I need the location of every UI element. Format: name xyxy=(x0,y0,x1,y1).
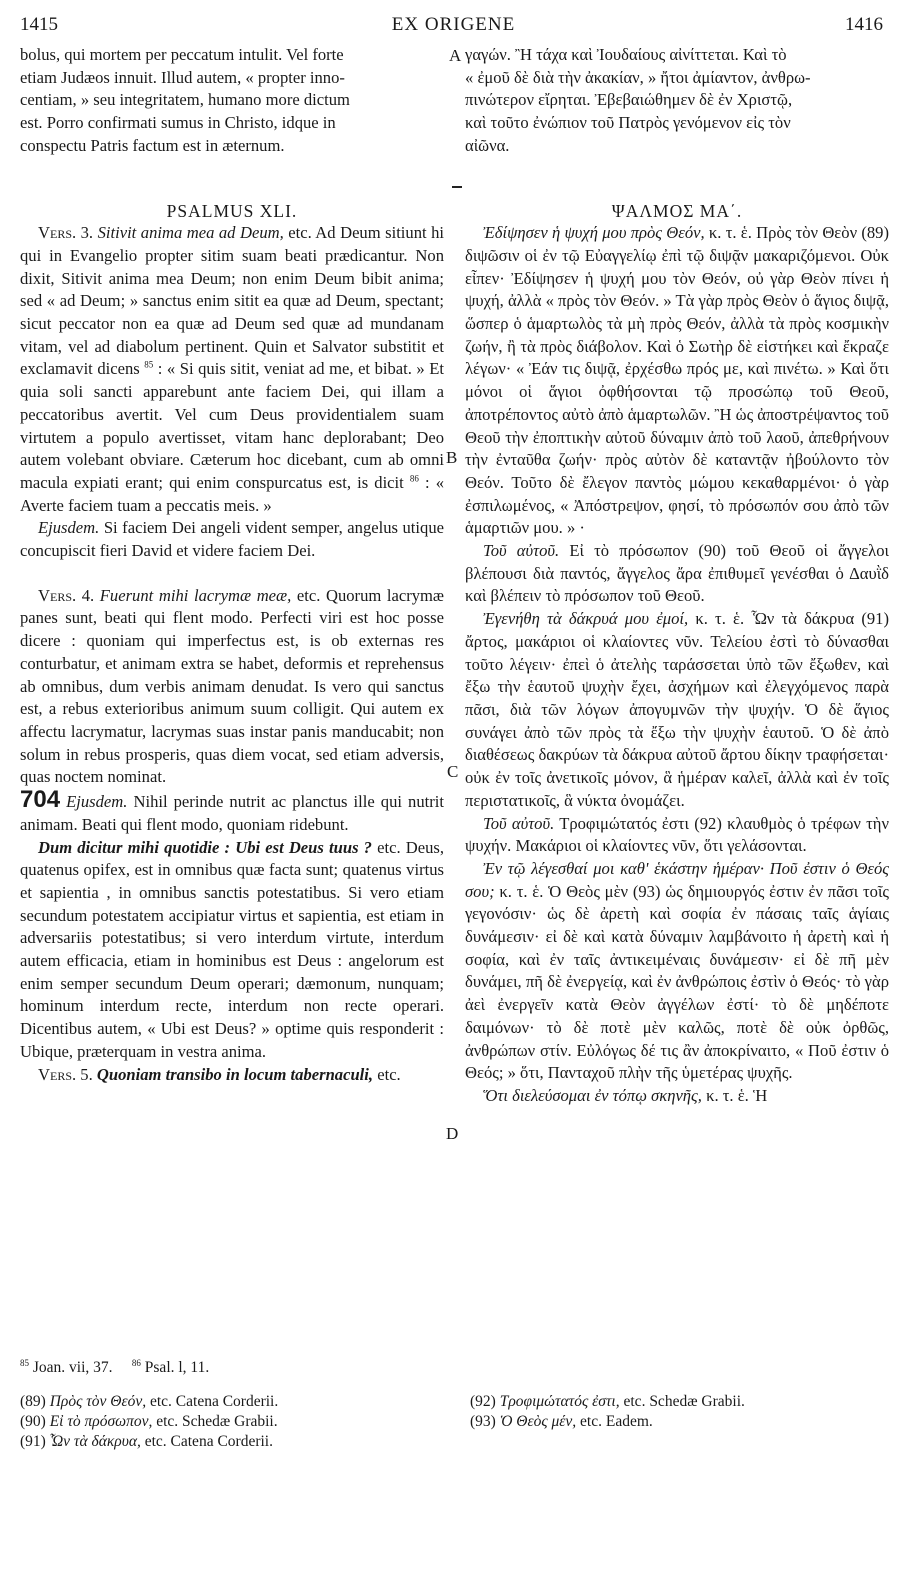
note-ref: Εἰ τὸ πρόσωπον, xyxy=(49,1413,153,1430)
greek-para-5 xyxy=(465,858,889,1085)
verse-title: Ἐν τῷ λέγεσθαί μοι καθ' ἑκάστην ἡμέραν· Ποῦ ἐστιν ὁ Θεός σου; xyxy=(465,858,889,901)
latin-psalm-heading: PSALMUS XLI. xyxy=(166,200,298,221)
left-editorial-notes xyxy=(20,1392,444,1452)
greek-intro-line: γαγών. Ἢ τάχα καὶ Ἰουδαίους αἰνίττεται. Καὶ τὸ xyxy=(465,45,787,64)
latin-intro-line: conspectu Patris factum est in æternum. xyxy=(20,135,285,155)
footnote-ref: 85 xyxy=(144,359,154,370)
greek-para-1 xyxy=(465,222,889,540)
ejusdem-label: Ejusdem. xyxy=(66,792,128,812)
latin-column xyxy=(20,44,444,1086)
note-number: (91) xyxy=(20,1433,46,1450)
verse-label: Vers. 5. xyxy=(38,1064,93,1084)
verse-text: κ. τ. ἑ. Πρὸς τὸν Θεὸν (89) διψῶσιν οἱ ἐν τῷ Εὐαγγελίῳ ἐπὶ τῷ διψᾷν μακαριζόμενοι. Οὐκ εἶπεν· Ἐδίψησεν ἡ ψυχή μου τὸν Θεόν, οὐ γὰρ Θεὸν πίνει ἡ ψυχή, ἀλλὰ « πρὸς τὸν Θεόν. » Τὰ γὰρ πρὸς Θεὸν ὁ ἅγιος διψᾷ, ὥσπερ ὁ ἁμαρτωλὸς τὰ μὴ πρὸς Θεόν, ἀλλὰ τὰ πρὸς κοσμικὴν ζωήν, ἢ τὰ πρὸς διάβολον. Καὶ ὁ Σωτὴρ δὲ εἱστήκει καὶ ἔκραζε λέγων· « Ἐάν τις διψᾷ, ἐρχέσθω πρός με, καὶ πινέτω. » Καὶ ὅτι μόνοι οἱ ἅγιοι ὀφθήσονται τῷ προσώπῳ τοῦ Θεοῦ, ἀποτρέποντος αὐτὸ ἀπὸ ἁμαρτωλῶν. Ἢ ὡς ἀποστρέψαντος τοῦ Θεοῦ τὴν ἐποπτικὴν αὐτοῦ δύναμιν ἀπὸ τοῦ λαοῦ, ἀπεθρήνουν τὴν ἐνταῦθα ζωήν· πρὸς αὐτὸν δὲ καταντᾷν ἠβούλοντο τὸν Θεόν. Τοῦτο δὲ ἔλεγον παντὸς μώμου κεκαθαρμένοι· ὁ γὰρ ἐσπιλωμένος, « Ἀπόστρεψον, φησί, τὸ πρόσωπόν σου ἀπὸ τῶν ἁμαρτιῶν μου. » · xyxy=(465,223,889,538)
note-source: etc. Schedæ Grabii. xyxy=(623,1393,745,1410)
note-number: (90) xyxy=(20,1413,46,1430)
greek-intro-line: « ἐμοῦ δὲ διὰ τὴν ἀκακίαν, » ἤτοι ἀμίαντον, ἀνθρω- xyxy=(465,67,811,87)
note-source: etc. Eadem. xyxy=(580,1413,653,1430)
right-editorial-notes xyxy=(470,1392,890,1432)
verse-title: Dum dicitur mihi quotidie : Ubi est Deus tuus ? xyxy=(38,837,372,857)
editorial-note xyxy=(470,1412,890,1432)
latin-intro-line: est. Porro confirmati sumus in Christo, idque in xyxy=(20,113,336,133)
greek-intro-line: πινώτερον εἴρηται. Ἐβεβαιώθημεν δὲ ἐν Χριστῷ, xyxy=(465,90,793,110)
latin-ejusdem-1 xyxy=(20,517,444,562)
note-source: etc. Schedæ Grabii. xyxy=(156,1413,278,1430)
greek-intro-line: καὶ τοῦτο ἐνώπιον τοῦ Πατρὸς γενόμενον εἰς τὸν xyxy=(465,113,791,133)
column-number: 704 xyxy=(20,786,61,814)
latin-verse-3 xyxy=(20,222,444,517)
verse-text: : « Si quis sitit, veniat ad me, et bibat. » Et quia soli sancti apparebunt ante faciem Dei, qui illam a peccatoribus avertit. Vel cum Deus providentialem suam virtutem a populo avertisset, vitam hanc deplorabant; Deo autem volebant obviare. Cæterum hoc dicebant, cum ab omni macula expiati erant; qui enim conspurcatus est, is dicit xyxy=(20,359,444,492)
verse-title: Quoniam transibo in locum tabernaculi, xyxy=(96,1064,374,1084)
verse-title: Ἐδίψησεν ἡ ψυχή μου πρὸς Θεόν, xyxy=(483,223,705,243)
footnote-number: 85 xyxy=(20,1357,29,1368)
verse-text: Εἰ τὸ πρόσωπον (90) τοῦ Θεοῦ οἱ ἄγγελοι βλέπουσι διὰ παντός, ἄγγελος ἄρα ἐπιθυμεῖ γενέσθαι ὁ Δαυῒδ καὶ βλέπειν τὸ πρόσωπον τοῦ Θεοῦ. xyxy=(465,541,889,606)
note-ref: Πρὸς τὸν Θεόν, xyxy=(49,1393,147,1410)
footnote-text: Psal. l, 11. xyxy=(144,1359,210,1376)
page-number-right: 1416 xyxy=(845,14,883,35)
verse-label: Vers. 3. xyxy=(38,223,94,243)
footnote-text: Joan. vii, 37. xyxy=(32,1359,113,1376)
editorial-note xyxy=(470,1392,890,1412)
verse-title: Fuerunt mihi lacrymæ meæ, xyxy=(99,585,292,605)
editorial-note xyxy=(20,1432,444,1452)
margin-marker-b: B xyxy=(446,448,458,467)
verse-title: Sitivit anima mea ad Deum, xyxy=(97,223,284,243)
margin-marker-d: D xyxy=(446,1124,459,1143)
note-source: etc. Catena Corderii. xyxy=(144,1433,273,1450)
ejusdem-text: Nihil perinde nutrit ac planctus ille qui nutrit animam. Beati qui flent modo, quoniam ridebunt. xyxy=(20,792,445,834)
verse-text: etc. Quorum lacrymæ panes sunt, beati qui flent modo. Perfecti viri est hoc posse dicere : quoniam qui imperfectus est, is ob externas res conturbatur, et animam extra se habet, deformis et reprehensus ab omnibus, dum verbis animam denudat. Is vero qui sanctus est, a rebus exterioribus animum suum colligit. Qui autem ex affectu lacrymatur, lacrymas suas instar panis manducabit; non solum in rebus prosperis, quas diem vocat, sed etiam adversis, quas noctem nominat. xyxy=(20,585,445,787)
ejusdem-label: Τοῦ αὐτοῦ. xyxy=(483,541,560,561)
note-number: (92) xyxy=(470,1393,496,1410)
verse-text: : « Averte faciem tuam a peccatis meis. » xyxy=(20,472,445,515)
greek-para-4 xyxy=(465,813,889,858)
note-source: etc. Catena Corderii. xyxy=(149,1393,279,1410)
latin-verse-4 xyxy=(20,585,444,789)
latin-footnotes xyxy=(20,1358,444,1378)
footnote-number: 86 xyxy=(131,1357,141,1368)
note-ref: Ὧν τὰ δάκρυα, xyxy=(49,1433,141,1450)
latin-ejusdem-2 xyxy=(20,786,445,836)
latin-intro-line: etiam Judæos innuit. Illud autem, « propter inno- xyxy=(20,67,345,87)
latin-verse-5 xyxy=(20,1064,444,1087)
editorial-note xyxy=(20,1392,444,1412)
column-divider xyxy=(452,186,462,188)
margin-marker-c: C xyxy=(447,762,459,781)
latin-dum-dicitur xyxy=(20,837,444,1064)
note-ref: Τροφιμώτατός ἐστι, xyxy=(499,1393,620,1410)
greek-psalm-heading: ΨΑΛΜΟΣ ΜΑ΄. xyxy=(611,200,743,221)
verse-text: etc. xyxy=(377,1064,401,1084)
footnote-scripture xyxy=(20,1358,444,1378)
greek-para-2 xyxy=(465,540,889,608)
editorial-note xyxy=(20,1412,444,1432)
ejusdem-label: Ejusdem. xyxy=(38,518,100,538)
latin-intro-line: centiam, » seu integritatem, humano more dictum xyxy=(20,90,350,110)
running-title: EX ORIGENE xyxy=(391,14,516,35)
verse-text: Τροφιμώτατός ἐστι (92) κλαυθμὸς ὁ τρέφων τὴν ψυχήν. Μακάριοι οἱ κλαίοντες νῦν, ὅτι γελάσονται. xyxy=(465,813,889,856)
greek-intro-line: αἰῶνα. xyxy=(465,135,510,155)
verse-text: κ. τ. ἑ. Ἡ xyxy=(706,1085,768,1105)
verse-text: etc. Ad Deum sitiunt hi qui in Evangelio propter sitim suam beati prædicantur. Non dixit, Sitivit anima mea Deum; non enim Deum bibit anima; sed « ad Deum; » sanctus enim sitit ea quæ ad Deum, spectant; sicut peccator non ea quæ ad Deum sed quæ ad mundanam vitam, vel ad diabolum pertinent. Quin et Salvator substitit et exclamavit dicens xyxy=(20,223,445,379)
verse-text: etc. Deus, quatenus opifex, est in omnibus quæ facta sunt; quatenus virtus et sapientia , in omnibus sanctis potestatibus. Si vero etiam secundum potestatem accipiatur virtus et sapientia, est etiam in adversariis potestatibus; si vero interdum virtute, interdum autem efficacia, etiam in hominibus est Deus : angelorum est enim semper secundum Deum operari; dæmonum, nunquam; hominum interdum recte, interdum non recte operari. Dicentibus autem, « Ubi est Deus? » optime quis responderit : Ubique, præterquam in vestra anima. xyxy=(20,837,445,1061)
greek-para-6 xyxy=(465,1085,889,1108)
verse-text: κ. τ. ἑ. Ὁ Θεὸς μὲν (93) ὡς δημιουργός ἐστιν ἐν πᾶσι τοῖς γεγονόσιν· ὡς δὲ ἀρετὴ καὶ σοφία ἐν πάσαις ταῖς ἁγίαις δυνάμεσιν· εἰ δὲ καὶ κατὰ δύναμιν λαμβάνοιτο ἡ ἀρετὴ καὶ ἡ σοφία, καὶ ἐν ταῖς ἀντικειμέναις δυνάμεσιν· εἰ δὲ πῆ μὲν δυνάμει, πῆ δὲ ἐνεργείᾳ, καὶ ἐν ἀνθρώποις ἐστὶν ὁ Θεός· τὸ γὰρ ἀεὶ ἐνεργεῖν κατὰ Θεὸν ἀγγέλων ἐστί· τὸ δὲ μηδέποτε δαιμόνων· τὸ δὲ ποτὲ μὲν καλῶς, ποτὲ δὲ οὐκ ὀρθῶς, ἀνθρώπων στίν. Εὐλόγως δέ τις ἂν ἀποκρίναιτο, « Ποῦ ἐστιν ὁ Θεός; » ὅτι, Πανταχοῦ πλὴν τῆς ὑμετέρας ψυχῆς. xyxy=(465,881,889,1083)
footnote-ref: 86 xyxy=(409,473,419,484)
page-header xyxy=(0,14,907,44)
greek-para-3 xyxy=(465,608,889,812)
latin-intro-line: bolus, qui mortem per peccatum intulit. Vel forte xyxy=(20,45,344,64)
ejusdem-label: Τοῦ αὐτοῦ. xyxy=(483,813,555,833)
greek-column xyxy=(465,44,889,1108)
verse-title: Ἐγενήθη τὰ δάκρυά μου ἐμοί, xyxy=(483,609,689,629)
margin-marker-a: A xyxy=(449,46,462,65)
verse-text: κ. τ. ἑ. Ὧν τὰ δάκρυα (91) ἄρτος, μακάριοι οἱ κλαίοντες νῦν. Τελείου ἐστὶ τὸ δύνασθαι τοῦτο λέγειν· ἐπεὶ ὁ ἀτελὴς ταράσσεται ὑπὸ τῶν ἔξωθεν, καὶ ἔξω τὴν ἑαυτοῦ ψυχὴν ἔχει, ἀσχήμων καὶ ἐλεγχόμενος παρὰ πᾶσι, διὰ τῶν λόγων ἀπογυμνῶν τὴν ψυχήν. Ὁ δὲ ἅγιος συνάγει ἀπὸ τῶν πρὸς τὰ ἔξω τὴν ψυχὴν ἑαυτοῦ. Ὁ δὲ ἀπὸ διαθέσεως δακρύων τὰ δάκρυα αὐτοῦ ἄρτου δίκην τραφήσεται· οὐκ ἐν τοῖς ἀνετικοῖς μόνον, ἃ ἡμέραν καλεῖ, ἀλλὰ καὶ ἐν τοῖς περιστατικοῖς, ἃ νύκτα ὀνομάζει. xyxy=(465,609,889,810)
note-number: (93) xyxy=(470,1413,496,1430)
verse-label: Vers. 4. xyxy=(38,585,95,605)
page-number-left: 1415 xyxy=(20,14,58,35)
ejusdem-text: Si faciem Dei angeli vident semper, angelus utique concupiscit fieri David et videre faciem Dei. xyxy=(20,518,444,561)
note-number: (89) xyxy=(20,1393,46,1410)
note-ref: Ὁ Θεὸς μέν, xyxy=(499,1413,577,1430)
verse-title: Ὅτι διελεύσομαι ἐν τόπῳ σκηνῆς, xyxy=(483,1085,702,1105)
